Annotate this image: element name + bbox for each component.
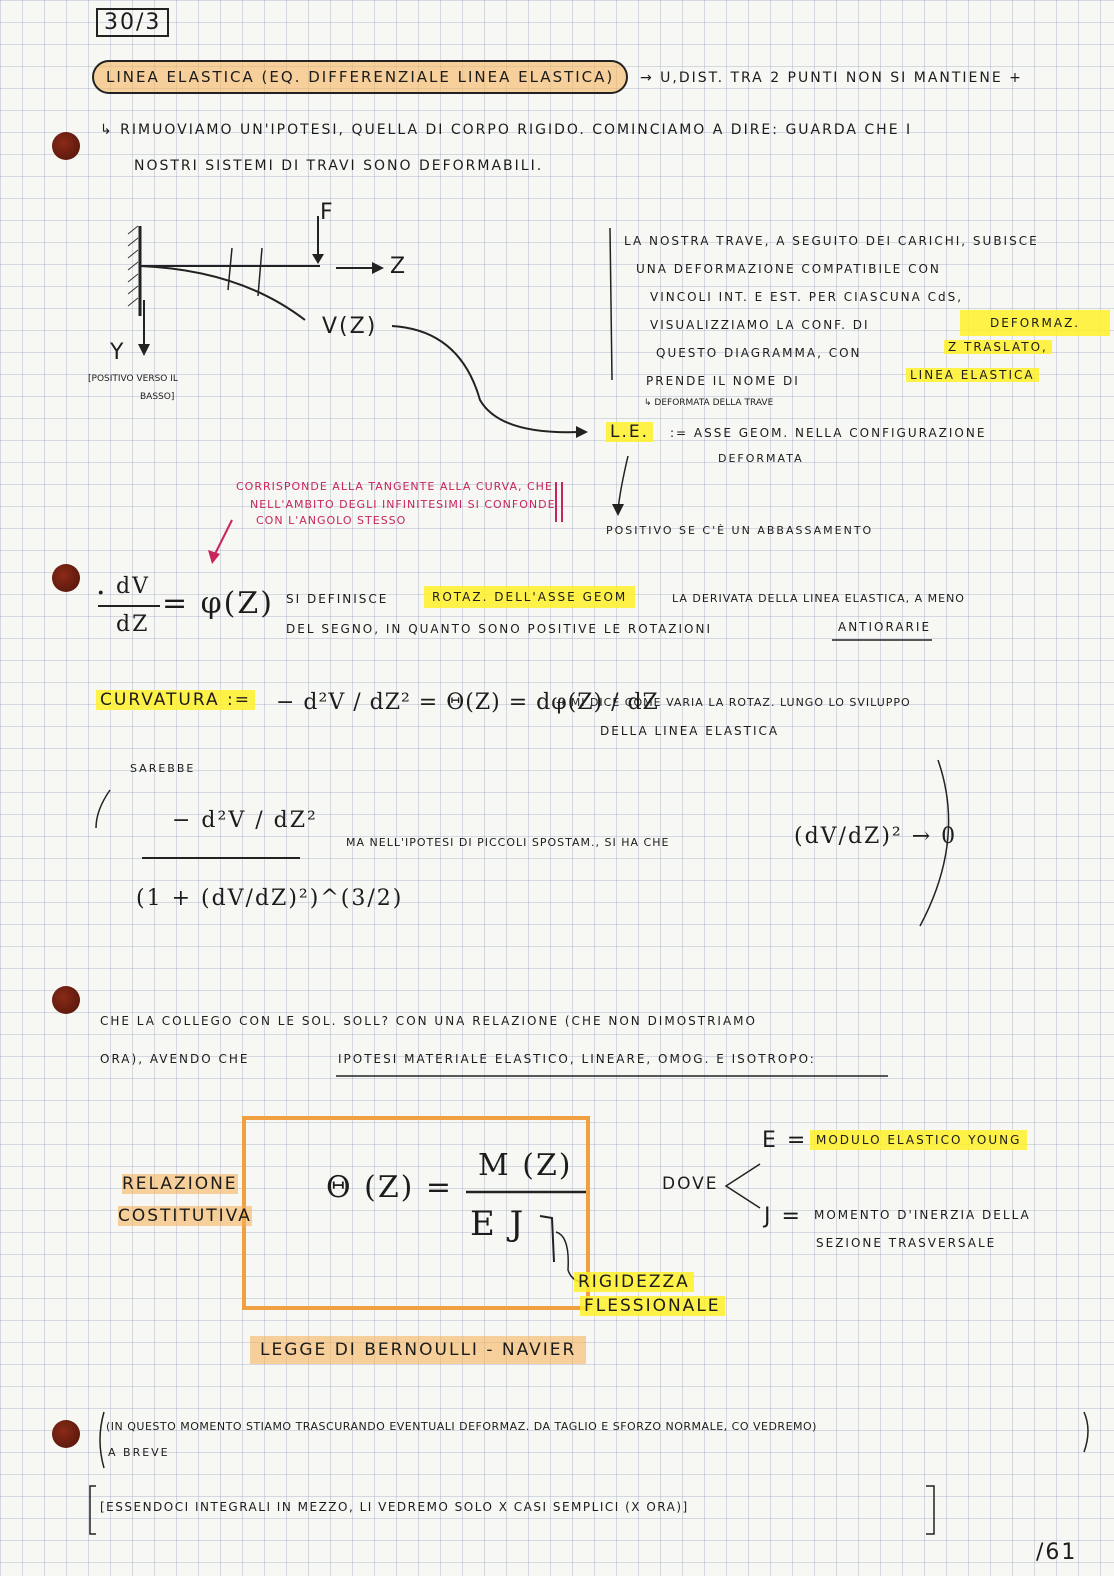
bullet-dot-2 (52, 564, 80, 592)
y-note-2: BASSO] (140, 392, 175, 402)
bullet-dot-3 (52, 986, 80, 1014)
positivo-note: POSITIVO SE C'È UN ABBASSAMENTO (606, 524, 874, 537)
law-name: LEGGE DI BERNOULLI - NAVIER (250, 1336, 586, 1364)
page-number: 30/3 (96, 8, 169, 37)
page-title: LINEA ELASTICA (EQ. DIFFERENZIALE LINEA ELASTICA) (92, 60, 628, 94)
e-def-b: MODULO ELASTICO YOUNG (810, 1130, 1027, 1150)
final-line-2: [ESSENDOCI INTEGRALI IN MEZZO, LI VEDREMO SOLO X CASI SEMPLICI (X ORA)] (100, 1500, 689, 1514)
rotation-text-2b: ANTIORARIE (838, 620, 932, 634)
intro-line-2: NOSTRI SISTEMI DI TRAVI SONO DEFORMABILI. (134, 158, 544, 174)
footer-page-number: /61 (1036, 1540, 1078, 1565)
exact-limit: (dV/dZ)² → 0 (794, 824, 958, 849)
exact-denominator: (1 + (dV/dZ)²)^(3/2) (136, 886, 404, 911)
j-def-a: J = (764, 1204, 802, 1229)
right-note-5a: QUESTO DIAGRAMMA, CON (656, 346, 862, 360)
exact-text: MA NELL'IPOTESI DI PICCOLI SPOSTAM., SI HA CHE (346, 836, 670, 849)
bullet-dot-4 (52, 1420, 80, 1448)
e-def-a: E = (762, 1128, 808, 1153)
link-line-1: CHE LA COLLEGO CON LE SOL. SOLL? CON UNA RELAZIONE (CHE NON DIMOSTRIAMO (100, 1014, 757, 1028)
y-note-1: [POSITIVO VERSO IL (88, 374, 178, 384)
constitutive-label-1: RELAZIONE (122, 1174, 238, 1194)
right-note-1: LA NOSTRA TRAVE, A SEGUITO DEI CARICHI, SUBISCE (624, 234, 1039, 248)
right-note-4b: DEFORMAZ. (960, 310, 1110, 336)
force-label: F (320, 200, 335, 225)
le-definition-2: DEFORMATA (718, 452, 804, 465)
curvature-text-2: DELLA LINEA ELASTICA (600, 724, 780, 738)
constitutive-den: E J (470, 1204, 526, 1244)
pink-note-1: CORRISPONDE ALLA TANGENTE ALLA CURVA, CHE (236, 480, 553, 493)
j-def-b: MOMENTO D'INERZIA DELLA (814, 1208, 1031, 1222)
pink-note-2: NELL'AMBITO DEGLI INFINITESIMI SI CONFONDE (250, 498, 556, 511)
curvature-label: CURVATURA := (96, 690, 255, 710)
le-definition: := ASSE GEOM. NELLA CONFIGURAZIONE (670, 426, 987, 440)
rotation-text-1a: SI DEFINISCE (286, 592, 389, 606)
rotation-text-1c: LA DERIVATA DELLA LINEA ELASTICA, A MENO (672, 592, 965, 605)
rotation-num: dV (116, 574, 150, 599)
link-line-2b: IPOTESI MATERIALE ELASTICO, LINEARE, OMOG. E ISOTROPO: (338, 1052, 816, 1066)
right-note-6b: LINEA ELASTICA (906, 368, 1039, 382)
rotation-text-1b: ROTAZ. DELL'ASSE GEOM (424, 586, 635, 608)
intro-line-1: ↳ RIMUOVIAMO UN'IPOTESI, QUELLA DI CORPO RIGIDO. COMINCIAMO A DIRE: GUARDA CHE I (100, 122, 913, 138)
pink-note-3: CON L'ANGOLO STESSO (256, 514, 407, 527)
dove-label: DOVE (662, 1174, 719, 1194)
exact-label: SAREBBE (130, 762, 196, 775)
constitutive-num: M (Z) (478, 1148, 573, 1183)
z-axis-label: Z (390, 254, 408, 279)
right-note-2: UNA DEFORMAZIONE COMPATIBILE CON (636, 262, 941, 276)
final-line-1: (IN QUESTO MOMENTO STIAMO TRASCURANDO EVENTUALI DEFORMAZ. DA TAGLIO E SFORZO NORMALE, CO VEDREMO) (106, 1420, 817, 1433)
final-line-1b: A BREVE (108, 1446, 170, 1459)
rotation-den: dZ (116, 612, 150, 637)
rigidezza-1: RIGIDEZZA (574, 1272, 694, 1292)
v-label: V(Z) (322, 314, 378, 339)
rotation-text-2a: DEL SEGNO, IN QUANTO SONO POSITIVE LE ROTAZIONI (286, 622, 713, 636)
top-right-note: → U,DIST. TRA 2 PUNTI NON SI MANTIENE + (640, 70, 1023, 86)
rigidezza-2: FLESSIONALE (580, 1296, 725, 1316)
j-def-c: SEZIONE TRASVERSALE (816, 1236, 997, 1250)
le-label: L.E. (606, 422, 653, 442)
constitutive-label-2: COSTITUTIVA (118, 1206, 252, 1226)
rotation-minus: · (96, 576, 108, 611)
right-note-4a: VISUALIZZIAMO LA CONF. DI (650, 318, 870, 332)
right-note-7: ↳ DEFORMATA DELLA TRAVE (644, 398, 774, 408)
right-note-5b: Z TRASLATO, (944, 340, 1052, 354)
constitutive-lhs: Θ (Z) = (326, 1170, 454, 1205)
link-line-2a: ORA), AVENDO CHE (100, 1052, 250, 1066)
curvature-text-1: → MI DICE COME VARIA LA ROTAZ. LUNGO LO SVILUPPO (556, 696, 911, 709)
exact-numerator: − d²V / dZ² (172, 808, 318, 833)
right-note-6a: PRENDE IL NOME DI (646, 374, 800, 388)
curvature-formula: − d²V / dZ² = Θ(Z) = dφ(Z) / dZ (276, 690, 659, 715)
y-axis-label: Y (110, 340, 126, 365)
right-note-3: VINCOLI INT. E EST. PER CIASCUNA CdS, (650, 290, 964, 304)
rotation-rhs: = φ(Z) (162, 586, 274, 621)
